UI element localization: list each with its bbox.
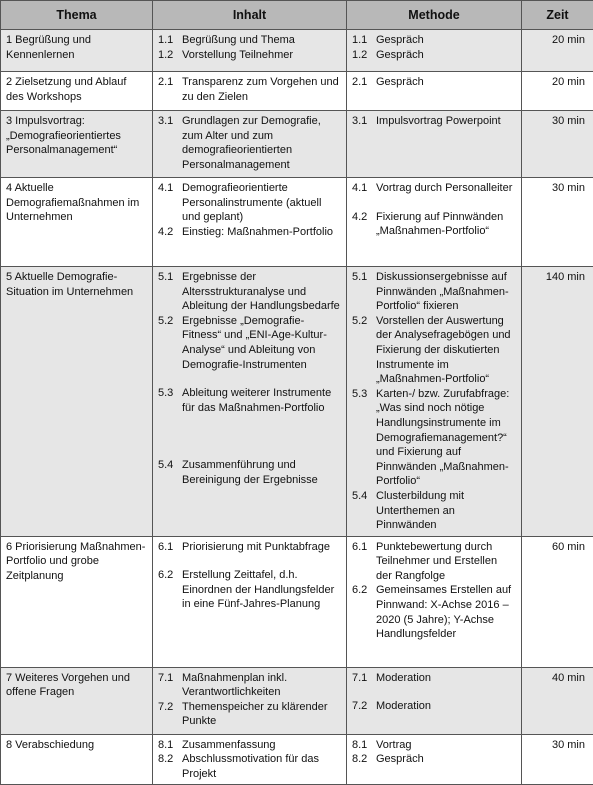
methode-item bbox=[352, 75, 516, 90]
inhalt-item-text: Ergebnisse „Demografie-Fitness“ und „ENI-Age-Kultur-Analyse“ und Ableitung von Demografie-Instrumenten bbox=[182, 314, 341, 372]
inhalt-item bbox=[158, 270, 341, 314]
thema-cell: 8 Verabschiedung bbox=[1, 734, 153, 785]
methode-item bbox=[352, 181, 516, 196]
inhalt-item-number: 1.2 bbox=[158, 48, 182, 63]
methode-item bbox=[352, 489, 516, 533]
inhalt-item-number: 1.1 bbox=[158, 33, 182, 48]
methode-item-text: Diskussionsergebnisse auf Pinnwänden „Maßnahmen-Portfolio“ fixieren bbox=[376, 270, 516, 314]
inhalt-item-number: 8.2 bbox=[158, 752, 182, 781]
inhalt-item-text: Priorisierung mit Punktabfrage bbox=[182, 540, 341, 555]
methode-item-number: 5.2 bbox=[352, 314, 376, 387]
header-row bbox=[1, 1, 593, 30]
methode-item-number: 8.1 bbox=[352, 738, 376, 753]
methode-cell bbox=[347, 667, 522, 734]
methode-cell bbox=[347, 72, 522, 111]
methode-item-text: Vortrag durch Personalleiter bbox=[376, 181, 516, 196]
inhalt-cell bbox=[153, 72, 347, 111]
methode-item-number: 6.1 bbox=[352, 540, 376, 584]
methode-item-number: 3.1 bbox=[352, 114, 376, 129]
methode-item-number: 5.1 bbox=[352, 270, 376, 314]
inhalt-item-text: Demografieorientierte Personalinstrumente (aktuell und geplant) bbox=[182, 181, 341, 225]
methode-item bbox=[352, 671, 516, 686]
thema-cell: 2 Zielsetzung und Ablauf des Workshops bbox=[1, 72, 153, 111]
zeit-cell: 30 min bbox=[522, 178, 593, 267]
thema-cell: 3 Impulsvortrag: „Demografieorientiertes Personalmanagement“ bbox=[1, 111, 153, 178]
inhalt-item bbox=[158, 75, 341, 104]
inhalt-item-text: Grundlagen zur Demografie, zum Alter und zum demografieorientierten Personalmanagement bbox=[182, 114, 341, 172]
inhalt-item-number: 5.3 bbox=[158, 386, 182, 415]
methode-item bbox=[352, 33, 516, 48]
methode-item-text: Gespräch bbox=[376, 752, 516, 767]
inhalt-item-number: 7.1 bbox=[158, 671, 182, 700]
methode-item-number: 5.4 bbox=[352, 489, 376, 533]
inhalt-item-number: 4.1 bbox=[158, 181, 182, 225]
inhalt-item bbox=[158, 181, 341, 225]
table-row bbox=[1, 72, 593, 111]
inhalt-item bbox=[158, 48, 341, 63]
zeit-cell: 20 min bbox=[522, 72, 593, 111]
methode-item-number: 7.1 bbox=[352, 671, 376, 686]
methode-item bbox=[352, 314, 516, 387]
zeit-cell: 20 min bbox=[522, 30, 593, 72]
inhalt-item bbox=[158, 386, 341, 415]
methode-item-number: 5.3 bbox=[352, 387, 376, 489]
methode-cell bbox=[347, 267, 522, 537]
methode-item-text: Clusterbildung mit Unterthemen an Pinnwänden bbox=[376, 489, 516, 533]
inhalt-item bbox=[158, 752, 341, 781]
methode-item-text: Karten-/ bzw. Zurufabfrage: „Was sind noch nötige Handlungsinstrumente im Demografiemanagement?“ und Fixierung auf Pinnwänden „Maßnahmen-Portfolio“ bbox=[376, 387, 516, 489]
inhalt-item-text: Vorstellung Teilnehmer bbox=[182, 48, 341, 63]
methode-item-text: Punktebewertung durch Teilnehmer und Erstellen der Rangfolge bbox=[376, 540, 516, 584]
table-row bbox=[1, 667, 593, 734]
inhalt-item bbox=[158, 225, 341, 240]
inhalt-item-number: 5.1 bbox=[158, 270, 182, 314]
inhalt-item bbox=[158, 568, 341, 612]
methode-item bbox=[352, 114, 516, 129]
methode-item bbox=[352, 48, 516, 63]
methode-cell bbox=[347, 111, 522, 178]
inhalt-item-text: Abschlussmotivation für das Projekt bbox=[182, 752, 341, 781]
methode-item-number: 8.2 bbox=[352, 752, 376, 767]
inhalt-item-number: 5.4 bbox=[158, 458, 182, 487]
methode-item bbox=[352, 387, 516, 489]
thema-cell: 5 Aktuelle Demografie-Situation im Unternehmen bbox=[1, 267, 153, 537]
inhalt-item bbox=[158, 700, 341, 729]
inhalt-item-text: Ableitung weiterer Instrumente für das Maßnahmen-Portfolio bbox=[182, 386, 341, 415]
methode-item bbox=[352, 270, 516, 314]
inhalt-item-number: 6.1 bbox=[158, 540, 182, 555]
methode-item-text: Gespräch bbox=[376, 48, 516, 63]
zeit-cell: 30 min bbox=[522, 734, 593, 785]
inhalt-item bbox=[158, 114, 341, 172]
methode-item-number: 2.1 bbox=[352, 75, 376, 90]
inhalt-item-text: Einstieg: Maßnahmen-Portfolio bbox=[182, 225, 341, 240]
inhalt-cell bbox=[153, 267, 347, 537]
methode-item-text: Gespräch bbox=[376, 33, 516, 48]
header-zeit: Zeit bbox=[522, 1, 593, 30]
inhalt-item-text: Zusammenfassung bbox=[182, 738, 341, 753]
methode-item bbox=[352, 540, 516, 584]
table-row bbox=[1, 536, 593, 667]
inhalt-cell bbox=[153, 667, 347, 734]
inhalt-item-number: 8.1 bbox=[158, 738, 182, 753]
zeit-cell: 60 min bbox=[522, 536, 593, 667]
methode-item bbox=[352, 210, 516, 239]
zeit-cell: 30 min bbox=[522, 111, 593, 178]
thema-cell: 7 Weiteres Vorgehen und offene Fragen bbox=[1, 667, 153, 734]
methode-item-text: Gespräch bbox=[376, 75, 516, 90]
inhalt-cell bbox=[153, 536, 347, 667]
inhalt-item-text: Maßnahmenplan inkl. Verantwortlichkeiten bbox=[182, 671, 341, 700]
methode-item bbox=[352, 583, 516, 641]
table-row bbox=[1, 30, 593, 72]
methode-item bbox=[352, 699, 516, 714]
methode-item bbox=[352, 738, 516, 753]
methode-item-text: Impulsvortrag Powerpoint bbox=[376, 114, 516, 129]
methode-item-text: Vorstellen der Auswertung der Analysefragebögen und Fixierung der diskutierten Instrumente im „Maßnahmen-Portfolio“ bbox=[376, 314, 516, 387]
inhalt-item-text: Themenspeicher zu klärender Punkte bbox=[182, 700, 341, 729]
zeit-cell: 140 min bbox=[522, 267, 593, 537]
table-row bbox=[1, 267, 593, 537]
header-methode: Methode bbox=[347, 1, 522, 30]
methode-cell bbox=[347, 178, 522, 267]
methode-item-number: 6.2 bbox=[352, 583, 376, 641]
inhalt-cell bbox=[153, 111, 347, 178]
inhalt-item-text: Transparenz zum Vorgehen und zu den Zielen bbox=[182, 75, 341, 104]
inhalt-item bbox=[158, 738, 341, 753]
inhalt-item-number: 6.2 bbox=[158, 568, 182, 612]
header-inhalt: Inhalt bbox=[153, 1, 347, 30]
inhalt-cell bbox=[153, 734, 347, 785]
zeit-cell: 40 min bbox=[522, 667, 593, 734]
inhalt-item-number: 3.1 bbox=[158, 114, 182, 172]
methode-cell bbox=[347, 30, 522, 72]
methode-cell bbox=[347, 536, 522, 667]
table-row bbox=[1, 734, 593, 785]
inhalt-item bbox=[158, 671, 341, 700]
inhalt-item bbox=[158, 314, 341, 372]
methode-item-text: Fixierung auf Pinnwänden „Maßnahmen-Portfolio“ bbox=[376, 210, 516, 239]
table-row bbox=[1, 111, 593, 178]
methode-item-number: 1.2 bbox=[352, 48, 376, 63]
methode-item-text: Moderation bbox=[376, 671, 516, 686]
inhalt-item-text: Begrüßung und Thema bbox=[182, 33, 341, 48]
inhalt-item-number: 5.2 bbox=[158, 314, 182, 372]
methode-item-text: Gemeinsames Erstellen auf Pinnwand: X-Achse 2016 – 2020 (5 Jahre); Y-Achse Handlungsfelder bbox=[376, 583, 516, 641]
inhalt-item bbox=[158, 458, 341, 487]
inhalt-item-number: 4.2 bbox=[158, 225, 182, 240]
methode-cell bbox=[347, 734, 522, 785]
inhalt-cell bbox=[153, 30, 347, 72]
inhalt-item-text: Erstellung Zeittafel, d.h. Einordnen der Handlungsfelder in eine Fünf-Jahres-Planung bbox=[182, 568, 341, 612]
inhalt-item-text: Ergebnisse der Altersstrukturanalyse und Ableitung der Handlungsbedarfe bbox=[182, 270, 341, 314]
inhalt-cell bbox=[153, 178, 347, 267]
header-thema: Thema bbox=[1, 1, 153, 30]
inhalt-item bbox=[158, 33, 341, 48]
thema-cell: 1 Begrüßung und Kennenlernen bbox=[1, 30, 153, 72]
table-row bbox=[1, 178, 593, 267]
methode-item bbox=[352, 752, 516, 767]
thema-cell: 6 Priorisierung Maßnahmen-Portfolio und grobe Zeitplanung bbox=[1, 536, 153, 667]
inhalt-item bbox=[158, 540, 341, 555]
inhalt-item-number: 7.2 bbox=[158, 700, 182, 729]
methode-item-text: Moderation bbox=[376, 699, 516, 714]
thema-cell: 4 Aktuelle Demografiemaßnahmen im Unternehmen bbox=[1, 178, 153, 267]
inhalt-item-number: 2.1 bbox=[158, 75, 182, 104]
methode-item-number: 4.1 bbox=[352, 181, 376, 196]
methode-item-number: 7.2 bbox=[352, 699, 376, 714]
methode-item-number: 4.2 bbox=[352, 210, 376, 239]
methode-item-text: Vortrag bbox=[376, 738, 516, 753]
methode-item-number: 1.1 bbox=[352, 33, 376, 48]
inhalt-item-text: Zusammenführung und Bereinigung der Ergebnisse bbox=[182, 458, 341, 487]
